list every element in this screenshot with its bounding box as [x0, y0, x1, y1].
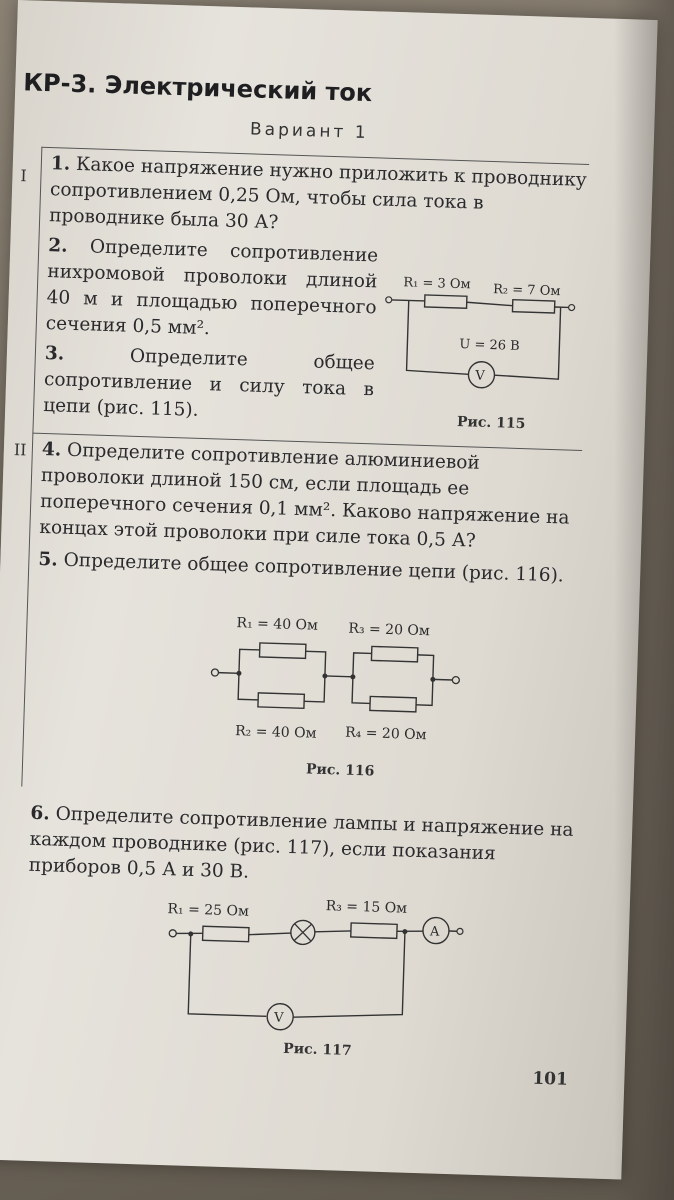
fig117-node [402, 929, 407, 934]
fig117-r3-label: R₃ = 15 Ом [325, 898, 408, 917]
fig115-r2-label: R₂ = 7 Ом [492, 282, 561, 300]
problem-6-number: 6. [30, 802, 51, 825]
fig116-wire [238, 673, 259, 700]
fig115-terminal-right [569, 304, 575, 310]
fig116-wire [218, 673, 239, 674]
problem-1-text: Какое напряжение нужно приложить к проводнику сопротивлением 0,25 Ом, чтобы сила тока в проводнике была 30 А? [48, 153, 588, 234]
figure-115-circuit [377, 262, 582, 418]
chapter-title: КР-3. Электрический ток [22, 68, 373, 108]
fig116-terminal-right [452, 676, 459, 683]
fig116-wire [239, 649, 260, 674]
fig115-voltage-label: U = 26 В [459, 337, 520, 354]
problem-2-number: 2. [47, 235, 68, 257]
fig116-caption: Рис. 116 [305, 761, 375, 780]
problem-3-text: Определите общее сопротивление и силу тока в цепи (рис. 115). [42, 345, 376, 421]
fig117-wire [249, 932, 291, 936]
page-number: 101 [532, 1068, 569, 1090]
fig116-r2-label: R₂ = 40 Ом [234, 723, 317, 742]
fig115-voltmeter-label: V [475, 368, 486, 384]
fig117-wire [188, 934, 268, 1016]
problem-4-number: 4. [41, 438, 62, 461]
fig117-resistor-r3 [351, 923, 397, 938]
problem-5-number: 5. [38, 548, 59, 571]
fig116-resistor-r4 [370, 696, 416, 711]
fig116-resistor-r3 [371, 646, 417, 661]
problem-3 [43, 341, 375, 429]
fig117-caption: Рис. 117 [282, 1040, 352, 1059]
fig115-r1-label: R₁ = 3 Ом [403, 275, 471, 293]
fig116-resistor-r1 [259, 643, 305, 658]
fig116-wire [304, 651, 326, 702]
figure-116-circuit [194, 602, 499, 771]
page-edge-shadow [614, 0, 674, 1200]
problem-2-text: Определите сопротивление нихромовой проволоки длиной 40 м и площадью поперечного сечения 0,5 мм². [45, 236, 379, 340]
problem-4 [39, 437, 587, 558]
fig116-terminal-left [211, 669, 218, 676]
problem-4-text: Определите сопротивление алюминиевой проволоки длиной 150 см, если площадь ее поперечного сечения 0,1 мм². Каково напряжение на концах этой проволоки при силе тока 0,5 А? [39, 439, 570, 552]
problem-1 [49, 151, 591, 246]
fig116-wire [433, 679, 453, 680]
fig117-voltmeter-label: V [273, 1010, 284, 1026]
figure-117-circuit [136, 882, 471, 1042]
fig116-r3-label: R₃ = 20 Ом [348, 620, 431, 640]
fig117-r1-label: R₁ = 25 Ом [167, 901, 250, 920]
fig117-terminal-right [457, 928, 463, 934]
fig115-wire [467, 302, 513, 305]
problem-6 [28, 801, 585, 896]
problem-6-text: Определите сопротивление лампы и напряжение на каждом проводнике (рис. 117), если показания приборов 0,5 А и 30 В. [28, 803, 574, 883]
problem-2 [45, 233, 378, 347]
problem-1-number: 1. [50, 153, 71, 175]
section-one-label: I [20, 166, 28, 186]
problem-5-text: Определите общее сопротивление цепи (рис. 116). [63, 549, 565, 587]
fig115-resistor-r2 [512, 300, 554, 313]
fig117-resistor-r1 [203, 926, 249, 941]
fig116-r4-label: R₄ = 20 Ом [344, 724, 427, 744]
problem-3-number: 3. [44, 343, 65, 365]
fig115-resistor-r1 [425, 295, 467, 308]
fig116-resistor-r2 [258, 693, 304, 708]
left-margin-line [21, 147, 42, 787]
fig115-caption: Рис. 115 [456, 414, 526, 433]
fig117-terminal-left [169, 930, 176, 937]
fig116-wire [353, 653, 372, 678]
fig116-r1-label: R₁ = 40 Ом [236, 615, 319, 634]
section-two-label: II [13, 440, 27, 460]
variant-label: Вариант 1 [249, 119, 369, 144]
fig117-wire [397, 930, 423, 932]
fig117-ammeter-label: A [429, 924, 440, 940]
fig116-wire [325, 676, 353, 677]
fig117-wire [315, 930, 351, 933]
fig115-terminal-left [386, 297, 392, 303]
fig116-wire [352, 677, 371, 704]
